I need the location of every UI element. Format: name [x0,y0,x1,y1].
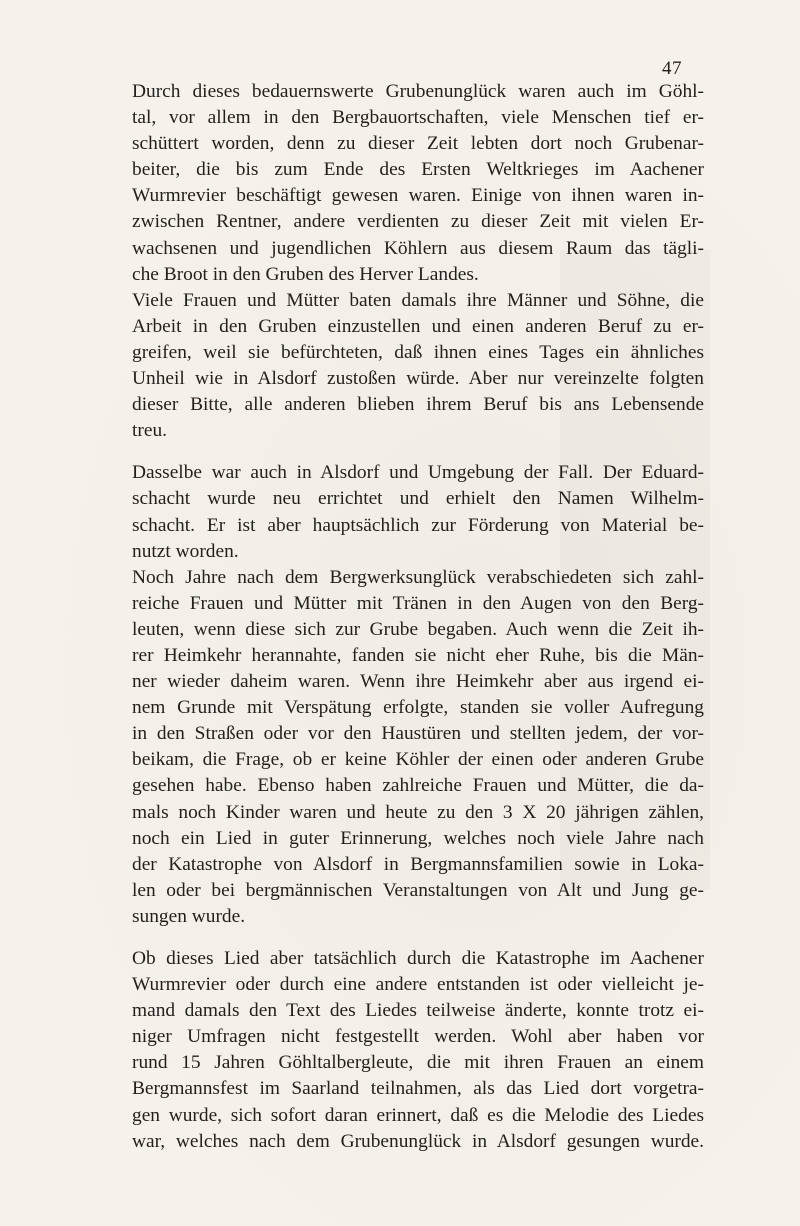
text-line: greifen, weil sie befürchteten, daß ihnen eines Tages ein ähnliches [132,341,704,363]
text-line: sungen wurde. [132,905,246,927]
text-line: gesehen habe. Ebenso haben zahlreiche Frauen und Mütter, die da- [132,775,704,797]
text-line: Durch dieses bedauernswerte Grubenunglück waren auch im Göhl- [132,81,704,102]
text-line: rer Heimkehr herannahte, fanden sie nicht eher Ruhe, bis die Män- [132,644,704,666]
text-line: Arbeit in den Gruben einzustellen und einen anderen Beruf zu er- [132,315,704,337]
text-line: reiche Frauen und Mütter mit Tränen in den Augen von den Berg- [132,592,704,614]
text-line: Wurmrevier beschäftigt gewesen waren. Einige von ihnen waren in- [132,185,704,207]
paragraph-2 [132,288,704,445]
text-line: Ob dieses Lied aber tatsächlich durch die Katastrophe im Aachener [132,948,704,969]
text-line: nutzt worden. [132,540,239,562]
text-line: Wurmrevier oder durch eine andere entstanden ist oder vielleicht je- [132,974,704,996]
text-line: che Broot in den Gruben des Herver Landes. [132,263,479,285]
paragraph-gap [132,444,704,460]
text-line: gen wurde, sich sofort daran erinnert, daß es die Melodie des Liedes [132,1104,704,1126]
text-line: noch ein Lied in guter Erinnerung, welches noch viele Jahre nach [132,827,704,849]
text-line: beiter, die bis zum Ende des Ersten Weltkrieges im Aachener [132,159,704,181]
text-line: tal, vor allem in den Bergbauortschaften, viele Menschen tief er- [132,107,704,129]
text-line: Unheil wie in Alsdorf zustoßen würde. Aber nur vereinzelte folgten [132,368,704,390]
text-line: len oder bei bergmännischen Veranstaltungen von Alt und Jung ge- [132,879,704,901]
text-line: schüttert worden, denn zu dieser Zeit lebten dort noch Grubenar- [132,133,704,155]
text-line: schacht. Er ist aber hauptsächlich zur Förderung von Material be- [132,514,704,536]
text-line: Bergmannsfest im Saarland teilnahmen, als das Lied dort vorgetra- [132,1078,704,1100]
text-line: war, welches nach dem Grubenunglück in Alsdorf gesungen wurde. [132,1130,704,1152]
text-line: zwischen Rentner, andere verdienten zu dieser Zeit mit vielen Er- [132,211,704,233]
body-text [132,79,704,1155]
paragraph-gap [132,930,704,946]
text-line: ner wieder daheim waren. Wenn ihre Heimkehr aber aus irgend ei- [132,671,704,693]
text-line: Viele Frauen und Mütter baten damals ihre Männer und Söhne, die [132,289,704,311]
text-line: beikam, die Frage, ob er keine Köhler der einen oder anderen Grube [132,749,704,771]
text-line: in den Straßen oder vor den Haustüren und stellten jedem, der vor- [132,723,704,745]
paragraph-5 [132,946,704,1155]
paragraph-3 [132,460,704,564]
text-line: dieser Bitte, alle anderen blieben ihrem Beruf bis ans Lebensende [132,394,704,416]
text-line: der Katastrophe von Alsdorf in Bergmannsfamilien sowie in Loka- [132,853,704,875]
text-line: niger Umfragen nicht festgestellt werden. Wohl aber haben vor [132,1026,704,1048]
page-number: 47 [662,58,682,79]
text-line: leuten, wenn diese sich zur Grube begaben. Auch wenn die Zeit ih- [132,618,704,640]
text-line: Dasselbe war auch in Alsdorf und Umgebung der Fall. Der Eduard- [132,462,704,484]
paragraph-1 [132,79,704,288]
text-line: wachsenen und jugendlichen Köhlern aus diesem Raum das tägli- [132,237,704,259]
text-line: mand damals den Text des Liedes teilweise änderte, konnte trotz ei- [132,1000,704,1022]
paragraph-4 [132,565,704,930]
text-line: schacht wurde neu errichtet und erhielt den Namen Wilhelm- [132,488,704,510]
text-line: Noch Jahre nach dem Bergwerksunglück verabschiedeten sich zahl- [132,566,704,588]
text-line: rund 15 Jahren Göhltalbergleute, die mit ihren Frauen an einem [132,1052,704,1074]
text-line: treu. [132,420,167,442]
text-line: nem Grunde mit Verspätung erfolgte, standen sie voller Aufregung [132,697,704,719]
text-line: mals noch Kinder waren und heute zu den 3 X 20 jährigen zählen, [132,801,704,823]
